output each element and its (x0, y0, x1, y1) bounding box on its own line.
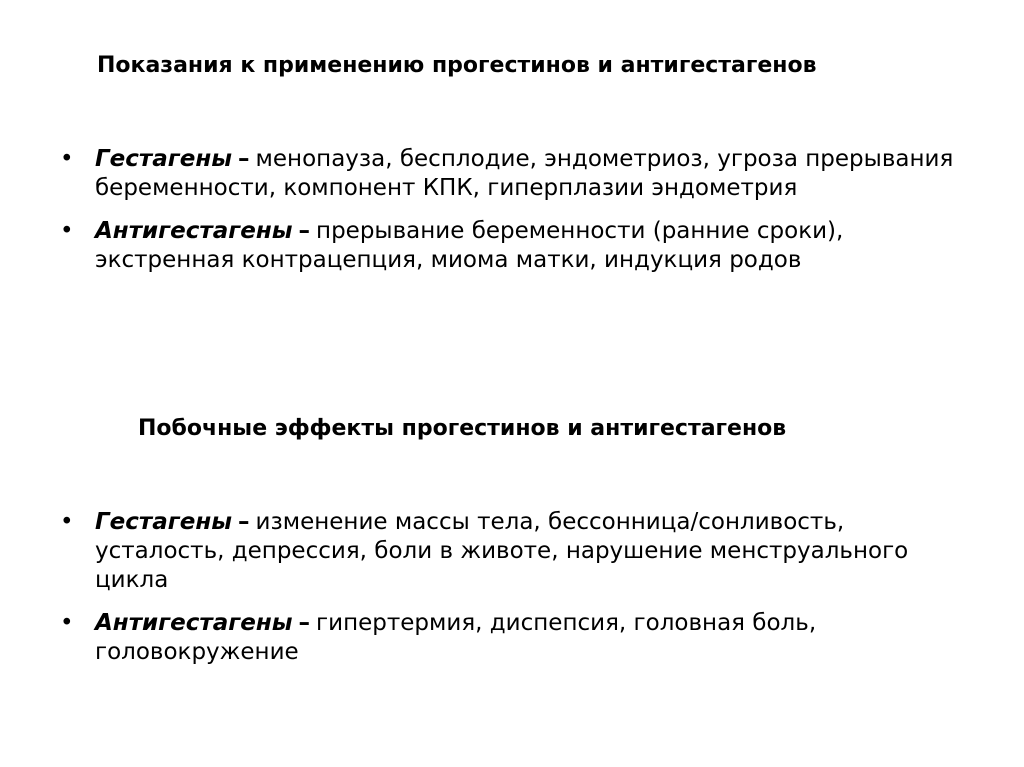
item-dash: – (238, 146, 250, 172)
side-effects-list (60, 508, 960, 681)
item-dash: – (238, 509, 250, 535)
indications-heading: Показания к применению прогестинов и антигестагенов (97, 53, 817, 78)
indications-list (60, 145, 960, 289)
item-text: прерывание беременности (ранние сроки), экстренная контрацепция, миома матки, индукция родов (95, 218, 844, 273)
bullet-icon: • (60, 218, 74, 244)
item-text: изменение массы тела, бессонница/сонливость, усталость, депрессия, боли в животе, нарушение менструального цикла (95, 509, 909, 593)
list-item (60, 217, 960, 275)
item-term: Гестагены (95, 146, 233, 172)
list-item (60, 508, 960, 595)
item-dash: – (298, 610, 311, 636)
bullet-icon: • (60, 610, 74, 636)
list-item (60, 145, 960, 203)
item-term: Антигестагены (95, 610, 293, 636)
item-term: Гестагены (95, 509, 233, 535)
bullet-icon: • (60, 509, 74, 535)
item-term: Антигестагены (95, 218, 293, 244)
item-text: менопауза, бесплодие, эндометриоз, угроза прерывания беременности, компонент КПК, гиперплазии эндометрия (95, 146, 954, 201)
list-item (60, 609, 960, 667)
bullet-icon: • (60, 146, 74, 172)
side-effects-heading: Побочные эффекты прогестинов и антигестагенов (138, 416, 787, 441)
item-dash: – (298, 218, 311, 244)
item-text: гипертермия, диспепсия, головная боль, головокружение (95, 610, 817, 665)
